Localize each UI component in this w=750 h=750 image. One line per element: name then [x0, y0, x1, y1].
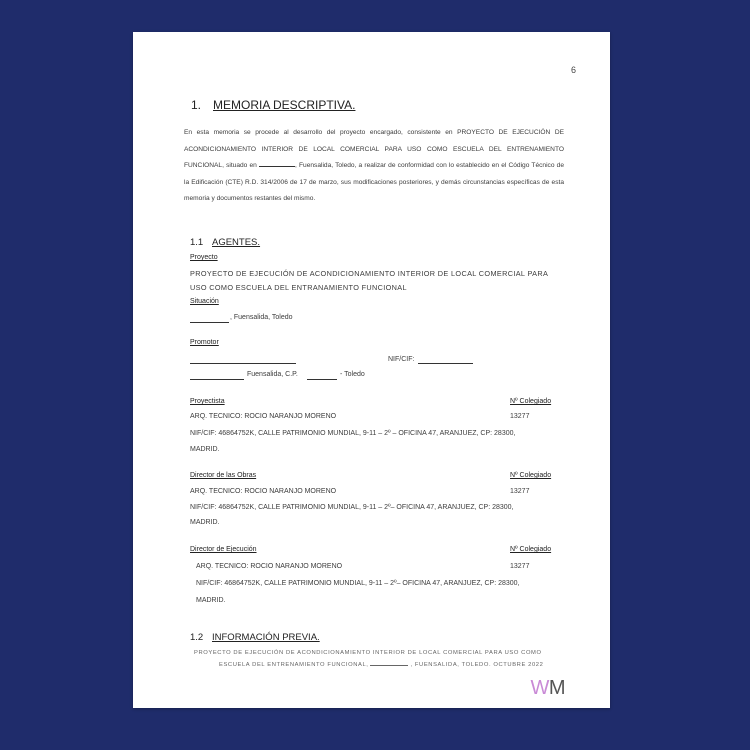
colegiado-header-2: Nº Colegiado: [510, 472, 552, 479]
proyectista-colegiado: 13277: [510, 413, 530, 420]
footer-line-2b: , FUENSALIDA, TOLEDO. OCTUBRE 2022: [410, 662, 544, 668]
subsection-title: INFORMACIÓN PREVIA.: [212, 632, 320, 643]
proyecto-line-2: USO COMO ESCUELA DEL ENTRANAMIENTO FUNCIONAL: [190, 283, 407, 292]
footer-line-2: [219, 662, 543, 668]
nif-label: NIF/CIF:: [388, 356, 415, 363]
promotor-city: Fuensalida, C.P.: [247, 371, 298, 378]
section-title: MEMORIA DESCRIPTIVA.: [213, 98, 356, 112]
footer-blank: [370, 665, 408, 666]
page-number: 6: [570, 65, 576, 75]
cp-blank: [307, 379, 337, 380]
proyecto-label: Proyecto: [190, 254, 218, 261]
wm-logo-m: M: [548, 677, 565, 699]
subsection-number: 1.2: [190, 632, 204, 643]
paragraph-text-1: En esta memoria se procede al desarrollo del proyecto encargado, consistente en PROYECTO DE EJECUCIÓN DE ACONDICIONAMIENTO INTERIOR DE LOCAL COMERCIAL PARA USO COMO ESCUELA DEL ENTRENAMIENTO FUNCIONAL, situado en: [184, 129, 564, 170]
paragraph-text-2: , Fuensalida, Toledo, a realizar de conformidad con lo establecido en el Código Técnico de la Edificación (CTE) R.D. 314/2006 de 17 de marzo, sus modificaciones posteriores, y demás circunstancias específicas de esta memoria y documentos restantes del mismo.: [184, 162, 564, 203]
colegiado-header-3: Nº Colegiado: [510, 546, 552, 553]
director-ejecucion-address: NIF/CIF: 46864752K, CALLE PATRIMONIO MUNDIAL, 9-11 – 2º– OFICINA 47, ARANJUEZ, CP: 28300,: [196, 580, 520, 587]
section-number: 1.: [191, 98, 202, 112]
footer-line-1: PROYECTO DE EJECUCIÓN DE ACONDICIONAMIENTO INTERIOR DE LOCAL COMERCIAL PARA USO COMO: [194, 650, 542, 656]
memoria-paragraph: [184, 125, 564, 208]
situacion-text: , Fuensalida, Toledo: [230, 314, 293, 321]
director-ejecucion-colegiado: 13277: [510, 563, 530, 570]
director-obras-name: ARQ. TECNICO: ROCIO NARANJO MORENO: [190, 488, 337, 495]
promotor-label: Promotor: [190, 339, 219, 346]
subsection-heading-informacion: [190, 632, 320, 643]
subsection-title: AGENTES.: [212, 237, 261, 248]
wm-logo-w: W: [530, 677, 549, 699]
wm-logo: [530, 677, 565, 700]
subsection-number: 1.1: [190, 237, 204, 248]
subsection-heading-agentes: [190, 237, 260, 248]
blank-location-field: [259, 166, 295, 167]
promotor-address-blank: [190, 379, 244, 380]
situacion-blank: [190, 322, 229, 323]
section-heading-memoria: [191, 98, 355, 112]
proyectista-name: ARQ. TECNICO: ROCIO NARANJO MORENO: [190, 413, 337, 420]
nif-blank: [418, 363, 473, 364]
colegiado-header-1: Nº Colegiado: [510, 398, 552, 405]
director-obras-address: NIF/CIF: 46864752K, CALLE PATRIMONIO MUNDIAL, 9-11 – 2º– OFICINA 47, ARANJUEZ, CP: 28300,: [190, 504, 514, 511]
document-page: [133, 32, 610, 708]
director-ejecucion-name: ARQ. TECNICO: ROCIO NARANJO MORENO: [196, 563, 343, 570]
proyectista-city: MADRID.: [190, 446, 220, 453]
footer-line-2a: ESCUELA DEL ENTRENAMIENTO FUNCIONAL,: [219, 662, 369, 668]
director-obras-label: Director de las Obras: [190, 472, 257, 479]
promotor-name-blank: [190, 363, 296, 364]
situacion-label: Situación: [190, 298, 219, 305]
proyectista-address: NIF/CIF: 46864752K, CALLE PATRIMONIO MUNDIAL, 9-11 – 2º – OFICINA 47, ARANJUEZ, CP: 28300,: [190, 430, 516, 437]
proyecto-line-1: PROYECTO DE EJECUCIÓN DE ACONDICIONAMIENTO INTERIOR DE LOCAL COMERCIAL PARA: [190, 269, 549, 278]
director-ejecucion-city: MADRID.: [196, 597, 226, 604]
director-obras-colegiado: 13277: [510, 488, 530, 495]
promotor-tail: - Toledo: [340, 371, 365, 378]
director-obras-city: MADRID.: [190, 519, 220, 526]
proyectista-label: Proyectista: [190, 398, 225, 405]
director-ejecucion-label: Director de Ejecución: [190, 546, 257, 553]
